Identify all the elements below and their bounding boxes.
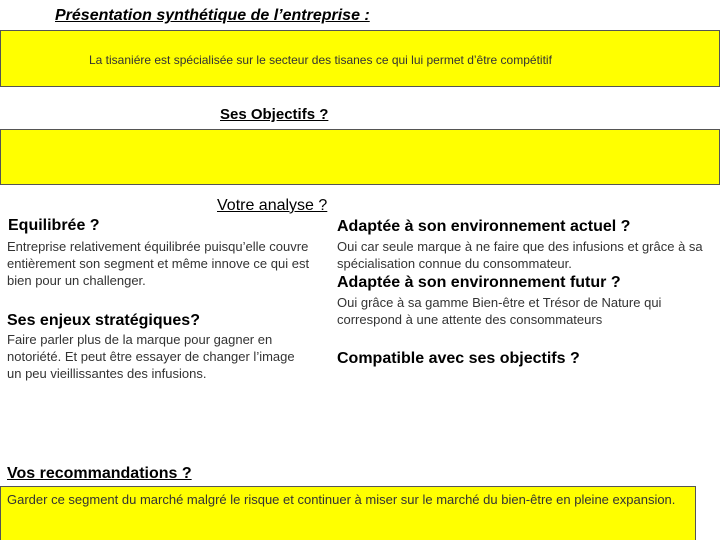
env-futur-heading: Adaptée à son environnement futur ?: [337, 274, 621, 291]
objectifs-title: Ses Objectifs ?: [220, 106, 329, 123]
recommandations-title: Vos recommandations ?: [7, 465, 192, 482]
equilibree-heading: Equilibrée ?: [8, 217, 100, 234]
presentation-text: La tisaniére est spécialisée sur le secteur des tisanes ce qui lui permet d’être compétitif: [89, 53, 552, 67]
env-actuel-text: Oui car seule marque à ne faire que des infusions et grâce à sa spécialisation connue du consommateur.: [337, 239, 703, 271]
presentation-title: Présentation synthétique de l’entreprise :: [55, 7, 370, 24]
enjeux-heading: Ses enjeux stratégiques?: [7, 312, 200, 329]
env-actuel-heading: Adaptée à son environnement actuel ?: [337, 218, 631, 235]
equilibree-text: Entreprise relativement équilibrée puisqu’elle couvre entièrement son segment et même innove ce qui est bien pour un challenger.: [7, 239, 310, 288]
objectifs-box: [0, 129, 720, 185]
enjeux-text: Faire parler plus de la marque pour gagner en notoriété. Et peut être essayer de changer l’image un peu vieillissantes des infusions.: [7, 332, 295, 381]
env-futur-text: Oui grâce à sa gamme Bien-être et Trésor de Nature qui correspond à une attente des consommateurs: [337, 295, 662, 327]
analyse-title: Votre analyse ?: [217, 197, 328, 214]
recommandations-text: Garder ce segment du marché malgré le risque et continuer à miser sur le marché du bien-être en pleine expansion.: [7, 492, 676, 507]
compatible-objectifs-heading: Compatible avec ses objectifs ?: [337, 350, 580, 367]
presentation-box: [0, 30, 720, 87]
recommandations-box: [0, 486, 696, 540]
